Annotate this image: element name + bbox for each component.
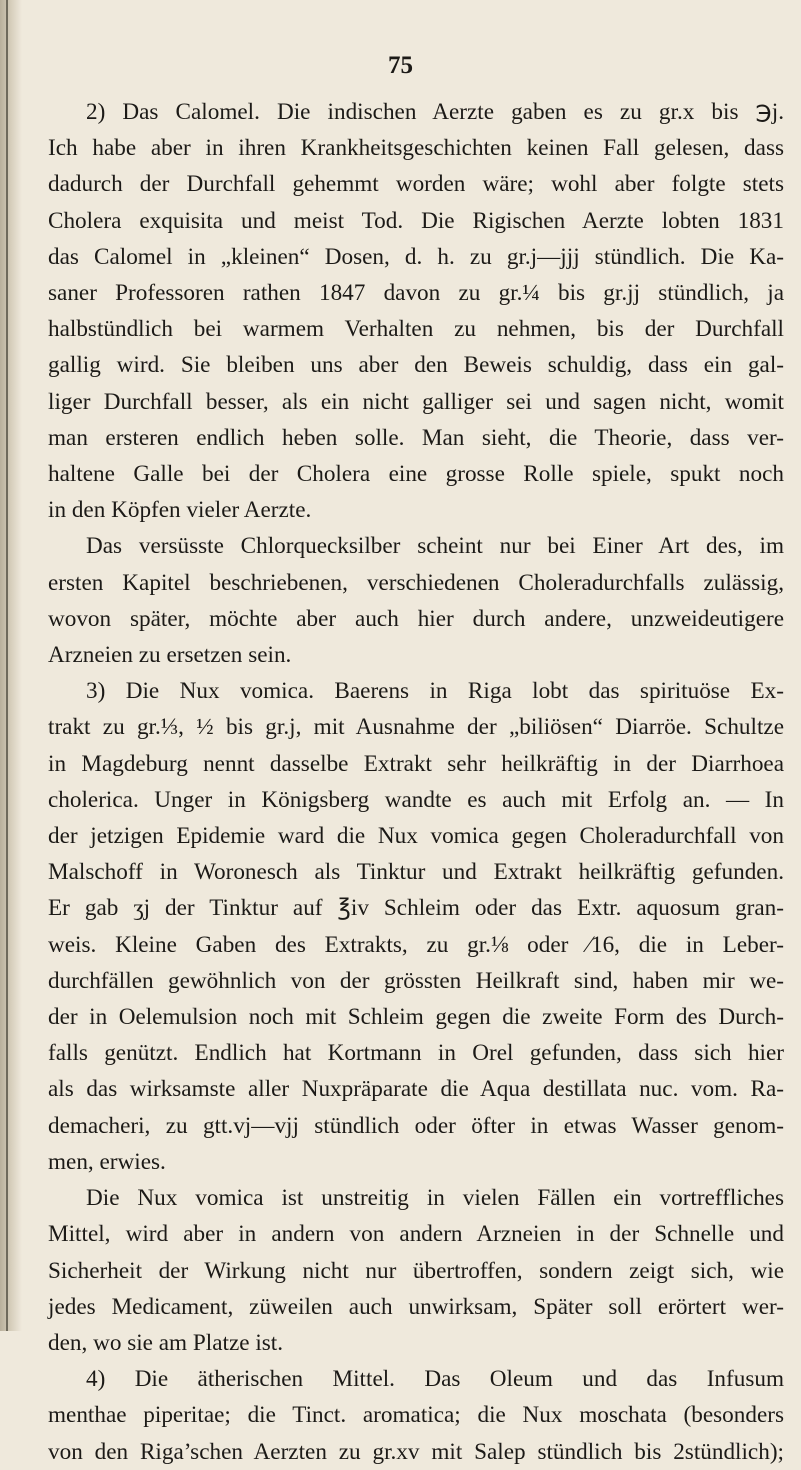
page-binding-shadow [0, 0, 22, 1331]
text-line: wovon später, möchte aber auch hier durch andere, unzweideutigere [48, 605, 784, 632]
body-text [48, 94, 784, 1470]
text-line: man ersteren endlich heben solle. Man sieht, die Theorie, dass ver- [48, 424, 784, 451]
text-line: cholerica. Unger in Königsberg wandte es auch mit Erfolg an. — In [48, 786, 784, 813]
text-line: Er gab ʒj der Tinktur auf ℥iv Schleim oder das Extr. aquosum gran- [48, 895, 784, 922]
text-line: Arzneien zu ersetzen sein. [48, 642, 292, 669]
text-line: durchfällen gewöhnlich von der grössten Heilkraft sind, haben mir we- [48, 967, 784, 994]
page-binding-edge [6, 0, 8, 1331]
text-line: ersten Kapitel beschriebenen, verschiedenen Choleradurchfalls zulässig, [48, 569, 784, 596]
text-line: in den Köpfen vieler Aerzte. [48, 497, 312, 524]
text-line: halbstündlich bei warmem Verhalten zu nehmen, bis der Durchfall [48, 316, 784, 343]
text-line: liger Durchfall besser, als ein nicht galliger sei und sagen nicht, womit [48, 388, 784, 415]
text-line: Ich habe aber in ihren Krankheitsgeschichten keinen Fall gelesen, dass [48, 135, 784, 162]
text-line: jedes Medicament, züweilen auch unwirksam, Später soll erörtert wer- [48, 1293, 784, 1320]
text-line: dadurch der Durchfall gehemmt worden wäre; wohl aber folgte stets [48, 171, 784, 198]
text-line: 2) Das Calomel. Die indischen Aerzte gaben es zu gr.x bis ℈j. [86, 99, 784, 125]
text-line: das Calomel in „kleinen“ Dosen, d. h. zu gr.j—jjj stündlich. Die Ka- [48, 243, 784, 270]
text-line: Die Nux vomica ist unstreitig in vielen Fällen ein vortreffliches [86, 1185, 784, 1212]
text-line: Mittel, wird aber in andern von andern Arzneien in der Schnelle und [48, 1221, 784, 1248]
text-line: Sicherheit der Wirkung nicht nur übertroffen, sondern zeigt sich, wie [48, 1257, 784, 1284]
text-line: saner Professoren rathen 1847 davon zu gr.¼ bis gr.jj stündlich, ja [48, 280, 784, 307]
text-line: in Magdeburg nennt dasselbe Extrakt sehr heilkräftig in der Diarrhoea [48, 750, 784, 777]
text-line: weis. Kleine Gaben des Extrakts, zu gr.⅛ oder ⁄16, die in Leber- [48, 931, 784, 958]
text-line: Das versüsste Chlorquecksilber scheint nur bei Einer Art des, im [86, 533, 784, 560]
text-line: der jetzigen Epidemie ward die Nux vomica gegen Choleradurchfall von [48, 823, 784, 850]
text-line: falls genützt. Endlich hat Kortmann in Orel gefunden, dass sich hier [48, 1040, 784, 1067]
text-line: von den Riga’schen Aerzten zu gr.xv mit Salep stündlich bis 2stündlich); [48, 1438, 784, 1465]
text-line: 3) Die Nux vomica. Baerens in Riga lobt das spirituöse Ex- [86, 678, 784, 705]
page-number: 75 [388, 52, 413, 79]
text-line: Cholera exquisita und meist Tod. Die Rigischen Aerzte lobten 1831 [48, 207, 784, 234]
text-line: der in Oelemulsion noch mit Schleim gegen die zweite Form des Durch- [48, 1004, 784, 1031]
text-line: Malschoff in Woronesch als Tinktur und Extrakt heilkräftig gefunden. [48, 859, 784, 886]
text-line: men, erwies. [48, 1148, 166, 1175]
text-line: haltene Galle bei der Cholera eine grosse Rolle spiele, spukt noch [48, 461, 784, 488]
text-line: gallig wird. Sie bleiben uns aber den Beweis schuldig, dass ein gal- [48, 352, 784, 379]
text-line: den, wo sie am Platze ist. [48, 1329, 284, 1356]
text-line: als das wirksamste aller Nuxpräparate die Aqua destillata nuc. vom. Ra- [48, 1076, 784, 1103]
text-line: trakt zu gr.⅓, ½ bis gr.j, mit Ausnahme der „biliösen“ Diarröe. Schultze [48, 714, 784, 741]
text-line: menthae piperitae; die Tinct. aromatica; die Nux moschata (besonders [48, 1402, 784, 1429]
text-line: demacheri, zu gtt.vj—vjj stündlich oder öfter in etwas Wasser genom- [48, 1112, 784, 1139]
text-line: 4) Die ätherischen Mittel. Das Oleum und das Infusum [86, 1366, 784, 1393]
